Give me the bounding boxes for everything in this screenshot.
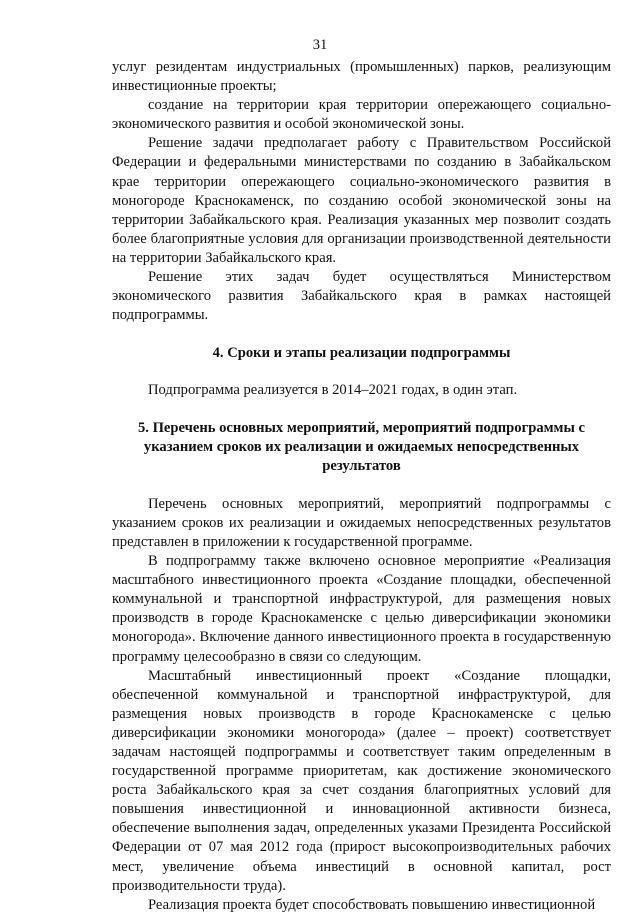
paragraph-sez: создание на территории края территории опережающего социально-экономического развития и особой экономической зоны.	[112, 97, 611, 133]
paragraph-task-solution: Решение задачи предполагает работу с Правительством Российской Федерации и федеральными министерствами по созданию в Забайкальском крае территории опережающего социально-экономического развития в моногороде Краснокаменск, по созданию особой экономической зоны на территории Забайкальского края. Реализация указанных мер позволит создать более благоприятные условия для организации производственной деятельности на территории Забайкальского края.	[112, 135, 611, 266]
section-5-paragraph-4: Реализация проекта будет способствовать повышению инвестиционной	[148, 896, 596, 913]
paragraph-ministry: Решение этих задач будет осуществляться Министерством экономического развития Забайкальского края в рамках настоящей подпрограммы.	[112, 269, 611, 324]
section-5-paragraph-3: Масштабный инвестиционный проект «Создание площадки, обеспеченной коммунальной и транспортной инфраструктурой, для размещения новых производств в городе Краснокаменске с целью диверсификации экономики моногорода» (далее – проект) соответствует задачам настоящей подпрограммы и соответствует таким определенным в государственной программе приоритетам, как достижение экономического роста Забайкальского края за счет создания благоприятных условий для повышения инвестиционной и инновационной активности бизнеса, обеспечение выполнения задач, определенных указами Президента Российской Федерации от 07 мая 2012 года (прирост высокопроизводительных рабочих мест, увеличение объема инвестиций в основной капитал, рост производительности труда).	[112, 667, 611, 894]
section-5-heading: 5. Перечень основных мероприятий, мероприятий подпрограммы с указанием сроков их реализации и ожидаемых непосредственных результатов	[137, 419, 586, 474]
section-4-heading: 4. Сроки и этапы реализации подпрограммы	[212, 345, 511, 362]
page-body	[112, 58, 611, 915]
page-number: 31	[312, 37, 328, 53]
section-5-paragraph-1: Перечень основных мероприятий, мероприятий подпрограммы с указанием сроков их реализации и ожидаемых непосредственных результатов представлен в приложении к государственной программе.	[112, 495, 611, 550]
paragraph-continuation: услуг резидентам индустриальных (промышленных) парков, реализующим инвестиционные проекты;	[112, 59, 611, 95]
section-4-text: Подпрограмма реализуется в 2014–2021 годах, в один этап.	[148, 382, 518, 399]
section-5-paragraph-2: В подпрограмму также включено основное мероприятие «Реализация масштабного инвестиционного проекта «Создание площадки, обеспеченной коммунальной и транспортной инфраструктурой, для размещения новых производств в городе Краснокаменске с целью диверсификации экономики моногорода». Включение данного инвестиционного проекта в государственную программу целесообразно в связи со следующим.	[112, 553, 611, 665]
